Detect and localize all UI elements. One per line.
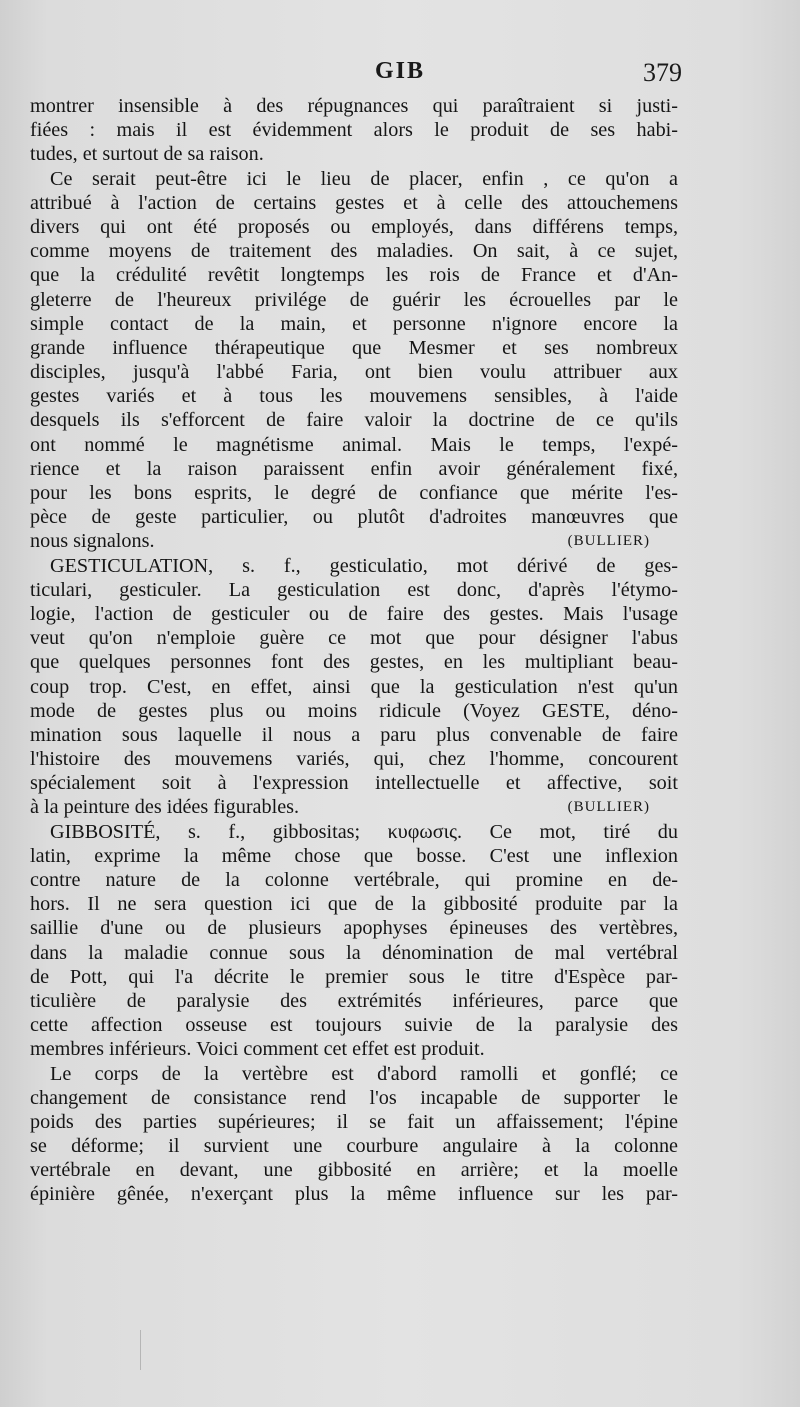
text-line: veut qu'on n'emploie guère ce mot que pour désigner l'abus — [30, 627, 678, 650]
text-line: l'histoire des mouvemens variés, qui, chez l'homme, concourent — [30, 748, 678, 771]
text-line: spécialement soit à l'expression intellectuelle et affective, soit — [30, 772, 678, 795]
body-text — [30, 94, 678, 1207]
text-line: changement de consistance rend l'os incapable de supporter le — [30, 1086, 678, 1109]
text-line: épinière gênée, n'exerçant plus la même influence sur les par- — [30, 1183, 678, 1206]
running-head: GIB — [374, 58, 425, 84]
page-header — [0, 58, 800, 94]
text-line: dans la maladie connue sous la dénomination de mal vertébral — [30, 941, 678, 964]
text-line: attribué à l'action de certains gestes et à celle des attouchemens — [30, 191, 678, 214]
page-number: 379 — [643, 58, 682, 87]
text-line: mination sous laquelle il nous a paru plus convenable de faire — [30, 723, 678, 746]
text-line: saillie d'une ou de plusieurs apophyses épineuses des vertèbres, — [30, 917, 678, 940]
text-line: cette affection osseuse est toujours suivie de la paralysie des — [30, 1014, 678, 1037]
signature-row — [30, 795, 678, 819]
text-line: gleterre de l'heureux privilége de guérir les écrouelles par le — [30, 288, 678, 311]
text-line: ticulari, gesticuler. La gesticulation est donc, d'après l'étymo- — [30, 578, 678, 601]
text-line: divers qui ont été proposés ou employés, dans différens temps, — [30, 215, 678, 238]
text-line: se déforme; il survient une courbure angulaire à la colonne — [30, 1135, 678, 1158]
text-line: pèce de geste particulier, ou plutôt d'adroites manœuvres que — [30, 506, 678, 529]
text-line: membres inférieurs. Voici comment cet effet est produit. — [30, 1038, 485, 1061]
text-line: que la crédulité revêtit longtemps les rois de France et d'An- — [30, 264, 678, 287]
text-line: grande influence thérapeutique que Mesmer et ses nombreux — [30, 336, 678, 359]
text-line: nous signalons. — [30, 530, 155, 553]
text-line: simple contact de la main, et personne n'ignore encore la — [30, 312, 678, 335]
entry-heading-line: GESTICULATION, s. f., gesticulatio, mot dérivé de ges- — [50, 554, 678, 577]
signature-row — [30, 529, 678, 553]
text-line: coup trop. C'est, en effet, ainsi que la gesticulation n'est qu'un — [30, 675, 678, 698]
text-line: vertébrale en devant, une gibbosité en arrière; et la moelle — [30, 1159, 678, 1182]
text-line: comme moyens de traitement des maladies. On sait, à ce sujet, — [30, 240, 678, 263]
text-line: fiées : mais il est évidemment alors le produit de ses habi- — [30, 119, 678, 142]
text-line: pour les bons esprits, le degré de confiance que mérite l'es- — [30, 482, 678, 504]
text-line: logie, l'action de gesticuler ou de faire des gestes. Mais l'usage — [30, 602, 678, 625]
text-line: rience et la raison paraissent enfin avoir généralement fixé, — [30, 457, 678, 480]
text-line: Ce serait peut-être ici le lieu de placer, enfin , ce qu'on a — [50, 167, 678, 190]
text-line: ticulière de paralysie des extrémités inférieures, parce que — [30, 989, 678, 1012]
text-line: montrer insensible à des répugnances qui paraîtraient si justi- — [30, 95, 678, 117]
text-line: latin, exprime la même chose que bosse. C'est une inflexion — [30, 844, 678, 867]
text-line: disciples, jusqu'à l'abbé Faria, ont bien voulu attribuer aux — [30, 361, 678, 384]
entry-heading-line: GIBBOSITÉ, s. f., gibbositas; κυφωσις. Ce mot, tiré du — [50, 820, 678, 843]
text-line: de Pott, qui l'a décrite le premier sous le titre d'Espèce par- — [30, 965, 678, 988]
text-line: tudes, et surtout de sa raison. — [30, 143, 264, 166]
text-line: contre nature de la colonne vertébrale, qui promine en de- — [30, 869, 678, 891]
text-line: mode de gestes plus ou moins ridicule (Voyez GESTE, déno- — [30, 699, 678, 722]
text-line: poids des parties supérieures; il se fait un affaissement; l'épine — [30, 1110, 678, 1133]
page-margin-mark — [140, 1330, 141, 1370]
text-line: à la peinture des idées figurables. — [30, 796, 300, 819]
author-signature: (BULLIER) — [567, 533, 650, 550]
text-line: gestes variés et à tous les mouvemens sensibles, à l'aide — [30, 385, 678, 408]
text-line: Le corps de la vertèbre est d'abord ramolli et gonflé; ce — [50, 1062, 678, 1085]
author-signature: (BULLIER) — [567, 799, 650, 816]
text-line: que quelques personnes font des gestes, en les multipliant beau- — [30, 651, 678, 674]
text-line: ont nommé le magnétisme animal. Mais le temps, l'expé- — [30, 433, 678, 456]
text-line: hors. Il ne sera question ici que de la gibbosité produite par la — [30, 893, 678, 916]
text-line: desquels ils s'efforcent de faire valoir la doctrine de ce qu'ils — [30, 409, 678, 432]
